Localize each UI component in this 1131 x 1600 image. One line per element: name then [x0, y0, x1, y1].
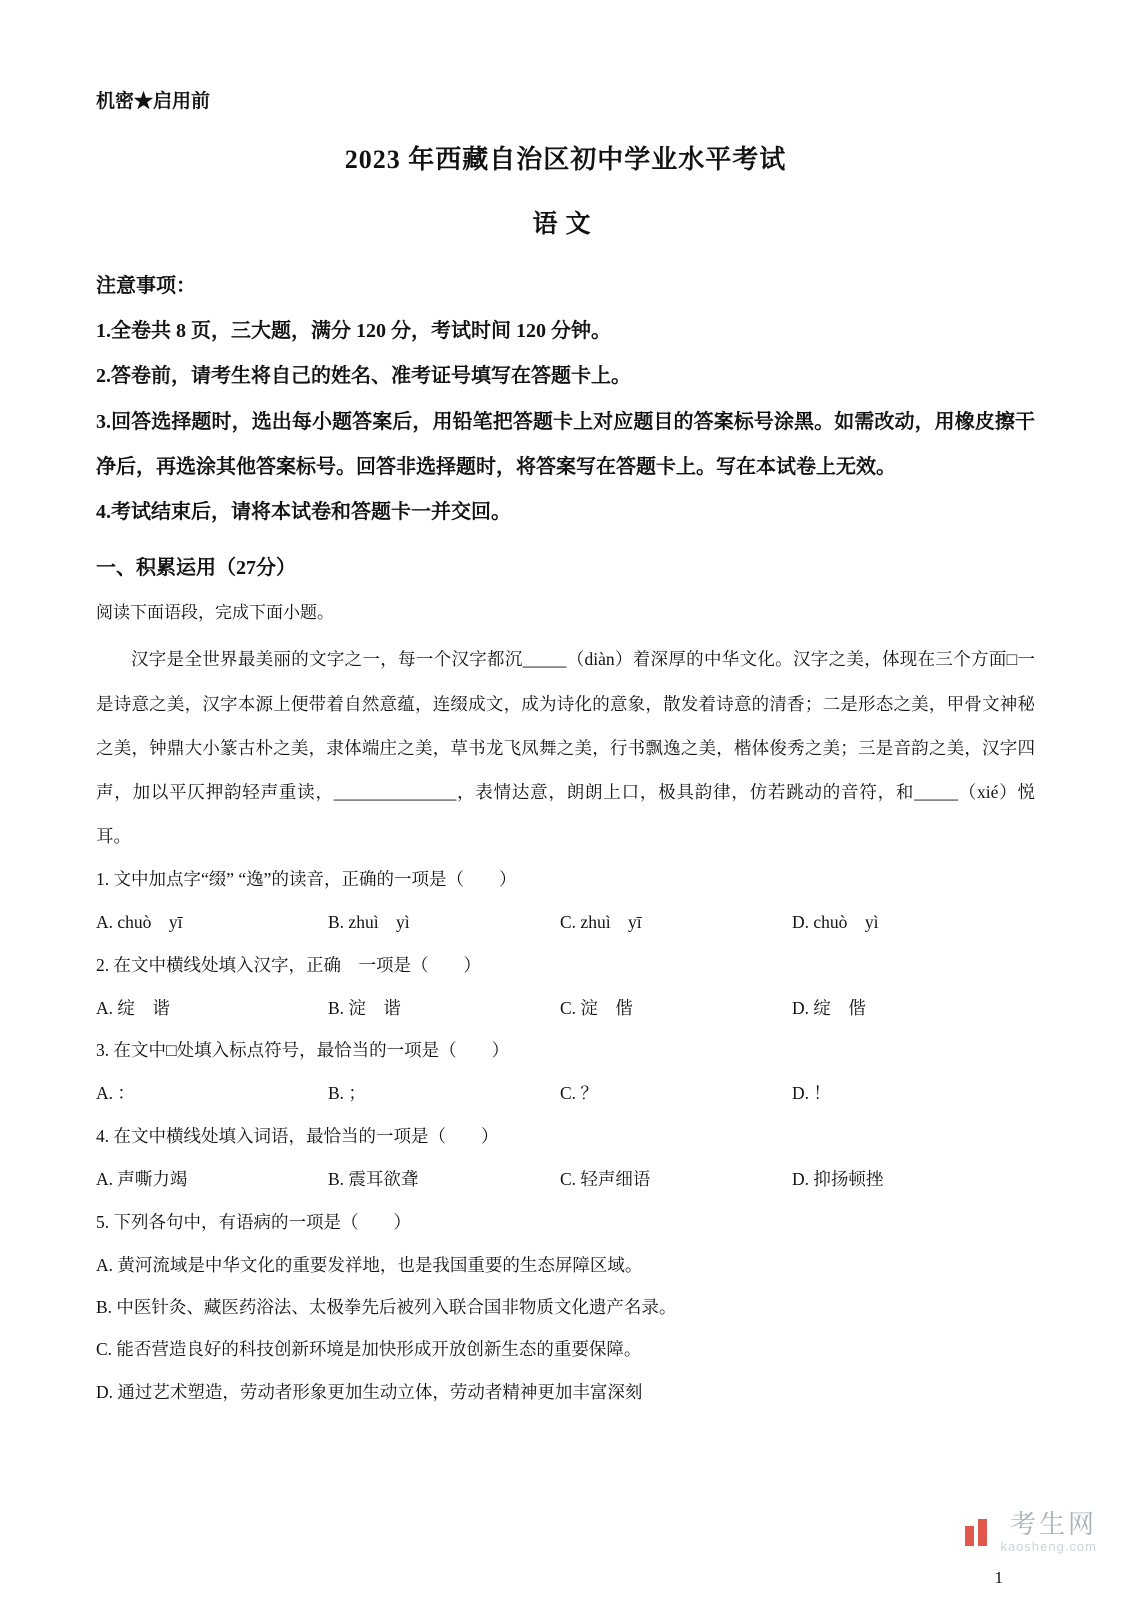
question-2-options	[96, 987, 1035, 1030]
question-2-option-b: B. 淀 谐	[328, 997, 401, 1018]
question-3-options	[96, 1072, 1035, 1115]
kaosheng-logo-icon	[962, 1518, 992, 1548]
question-1-option-d: D. chuò yì	[792, 911, 879, 932]
question-4-option-d: D. 抑扬顿挫	[792, 1169, 884, 1190]
question-1-option-a: A. chuò yī	[96, 911, 183, 932]
question-4-options	[96, 1158, 1035, 1201]
question-1	[96, 858, 1035, 944]
notice-item-1: 1.全卷共 8 页，三大题，满分 120 分，考试时间 120 分钟。	[96, 320, 611, 343]
notice-item-2: 2.答卷前，请考生将自己的姓名、准考证号填写在答题卡上。	[96, 365, 631, 388]
question-4-option-a: A. 声嘶力竭	[96, 1169, 188, 1190]
question-4	[96, 1115, 1035, 1201]
question-5-options	[96, 1244, 1035, 1413]
question-5-option-a: A. 黄河流域是中华文化的重要发祥地，也是我国重要的生态屏障区域。	[96, 1254, 643, 1275]
reading-passage: 汉字是全世界最美丽的文字之一，每一个汉字都沉_____（diàn）着深厚的中华文化。汉字之美，体现在三个方面□一是诗意之美，汉字本源上便带着自然意蕴，连缀成文，成为诗化的意象，散发着诗意的清香；二是形态之美，甲骨文神秘之美，钟鼎大小篆古朴之美，隶体端庄之美，草书龙飞凤舞之美，行书飘逸之美，楷体俊秀之美；三是音韵之美，汉字四声，加以平仄押韵轻声重读，______________，表情达意，朗朗上口，极具韵律，仿若跳动的音符，和_____（xié）悦耳。	[96, 649, 1035, 846]
question-2-option-d: D. 绽 偕	[792, 997, 866, 1018]
question-1-option-b: B. zhuì yì	[328, 911, 410, 932]
notices-heading: 注意事项：	[96, 275, 196, 297]
question-5	[96, 1201, 1035, 1413]
page-number: 1	[994, 1568, 1003, 1587]
question-4-stem: 4. 在文中横线处填入词语，最恰当的一项是（ ）	[96, 1126, 499, 1147]
question-2	[96, 944, 1035, 1030]
exam-title: 2023 年西藏自治区初中学业水平考试	[344, 145, 787, 174]
question-3-option-c: C. ？	[560, 1083, 598, 1104]
exam-subject: 语文	[532, 211, 599, 238]
watermark-name: 考生网	[1009, 1509, 1097, 1539]
question-4-option-b: B. 震耳欲聋	[328, 1169, 419, 1190]
classification-label: 机密★启用前	[96, 91, 211, 112]
question-3-option-d: D. ！	[792, 1083, 831, 1104]
question-3-stem: 3. 在文中□处填入标点符号，最恰当的一项是（ ）	[96, 1040, 510, 1061]
question-5-option-d: D. 通过艺术塑造，劳动者形象更加生动立体，劳动者精神更加丰富深刻	[96, 1381, 643, 1402]
question-3-option-b: B. ；	[328, 1083, 366, 1104]
question-5-stem: 5. 下列各句中，有语病的一项是（ ）	[96, 1211, 411, 1232]
notices	[96, 264, 1035, 535]
question-2-stem: 2. 在文中横线处填入汉字，正确 一项是（ ）	[96, 954, 481, 975]
question-1-option-c: C. zhuì yī	[560, 911, 642, 932]
notice-item-4: 4.考试结束后，请将本试卷和答题卡一并交回。	[96, 500, 511, 523]
watermark-domain: kaosheng.com	[1000, 1539, 1097, 1554]
question-3	[96, 1029, 1035, 1115]
question-2-option-c: C. 淀 偕	[560, 997, 633, 1018]
question-3-option-a: A. ：	[96, 1083, 135, 1104]
question-5-option-c: C. 能否营造良好的科技创新环境是加快形成开放创新生态的重要保障。	[96, 1339, 642, 1360]
watermark	[962, 1511, 1097, 1554]
question-1-stem: 1. 文中加点字“缀” “逸”的读音，正确的一项是（ ）	[96, 868, 517, 889]
question-4-option-c: C. 轻声细语	[560, 1169, 651, 1190]
watermark-text	[1000, 1511, 1097, 1554]
question-5-option-b: B. 中医针灸、藏医药浴法、太极拳先后被列入联合国非物质文化遗产名录。	[96, 1297, 677, 1318]
question-2-option-a: A. 绽 谐	[96, 997, 170, 1018]
question-1-options	[96, 901, 1035, 944]
notice-item-3: 3.回答选择题时，选出每小题答案后，用铅笔把答题卡上对应题目的答案标号涂黑。如需改动，用橡皮擦干净后，再选涂其他答案标号。回答非选择题时，将答案写在答题卡上。写在本试卷上无效。	[96, 410, 1035, 478]
section-intro: 阅读下面语段，完成下面小题。	[96, 603, 334, 623]
section-heading: 一、积累运用（27分）	[96, 557, 296, 580]
